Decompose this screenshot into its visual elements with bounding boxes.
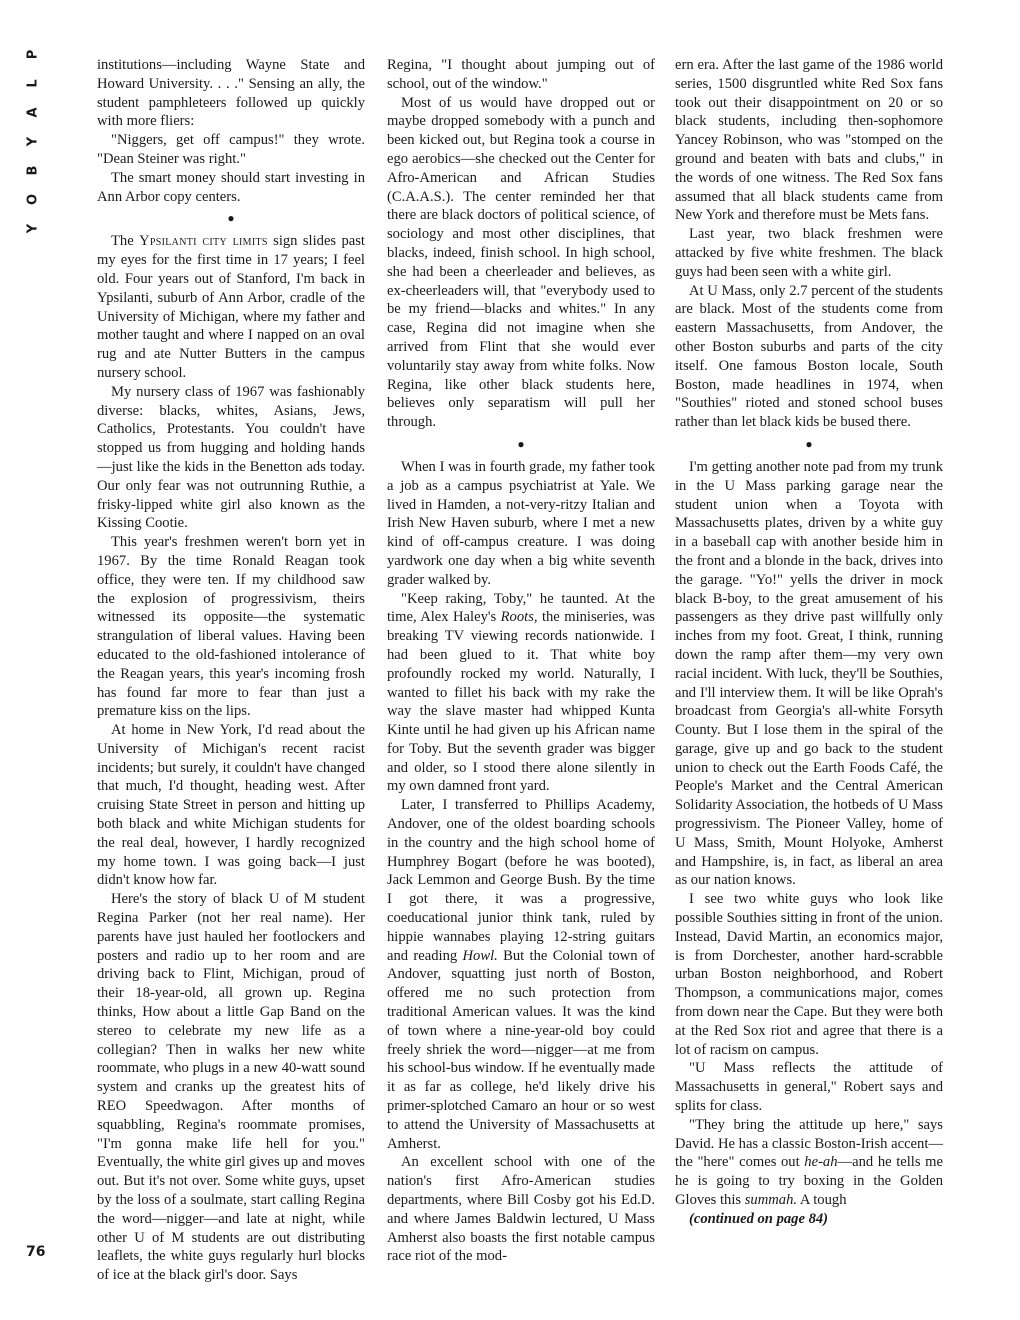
label-letter: Y (25, 223, 41, 234)
text-run: But the Colonial town of Andover, squatting just north of Boston, offered me no such protection from traditional American values. It was the kind of town where a nine-year-old boy could freely shriek the word—nigger—at me from his school-bus window. If he eventually made it as far as college, he'd likely drive his primer-splotched Camaro an hour or so west to attend the University of Massachusetts at Amherst. (387, 947, 655, 1152)
sign-text: Ypsilanti city limits (139, 233, 268, 250)
paragraph (387, 590, 655, 797)
accent-word: he-ah (804, 1154, 838, 1171)
title-howl: Howl. (462, 947, 498, 964)
paragraph: This year's freshmen weren't born yet in 1967. By the time Ronald Reagan took office, they were ten. If my childhood saw the explosion of progressivism, theirs witnessed its opposite—the systematic strangulation of liberal values. Having been educated to the old-fashioned intolerance of the Reagan years, this year's incoming frosh has found far more to fear than just a premature kiss on the lips. (97, 534, 365, 720)
paragraph: "U Mass reflects the attitude of Massachusetts in general," Robert says and splits for class. (675, 1060, 943, 1115)
paragraph: Most of us would have dropped out or maybe dropped somebody with a punch and been kicked out, but Regina took a course in ego aerobics—she checked out the Center for Afro-American and African Studies (C.A.A.S.). The center reminded her that there are black doctors of political science, of sociology and most other disciplines, that blacks, indeed, finish school. In high school, she had been a cheerleader and believes, as ex-cheerleaders will, that "everybody used to be my friend—blacks and whites." In any case, Regina did not imagine when she arrived from Flint that she would ever voluntarily stay away from white folks. Now Regina, like other black students here, believes only separatism will pull her through. (387, 94, 655, 431)
column-1 (97, 56, 365, 1285)
paragraph: My nursery class of 1967 was fashionably diverse: blacks, whites, Asians, Jews, Catholics, Protestants. You couldn't have stopped us from hugging and holding hands—just like the kids in the Benetton ads today. Our only fear was not outrunning Ruthie, a frisky-lipped white girl also known as the Kissing Cootie. (97, 383, 365, 532)
paragraph: Here's the story of black U of M student Regina Parker (not her real name). Her parents have just hauled her footlockers and posters and radio up to her room and are driving back to Flint, Michigan, proud of their 18-year-old, all grown up. Regina thinks, How about a little Gap Band on the stereo to celebrate my new life as a collegian? Then in walks her new white roommate, who plugs in a new 40-watt sound system and cranks up the greatest hits of REO Speedwagon. After months of squabbling, Regina's roommate promises, "I'm gonna make life hell for you." Eventually, the white girl gives up and moves out. But it's not over. Some white guys, upset by the loss of a soulmate, start calling Regina the word—nigger—and late at night, while other U of M students are out distributing leaflets, the white guys regularly hurl blocks of ice at the black girl's door. Says (97, 891, 365, 1284)
title-roots: Roots, (500, 609, 538, 626)
page-number: 76 (26, 1244, 46, 1260)
continued-note: (continued on page 84) (689, 1210, 829, 1227)
text-run: Later, I transferred to Phillips Academy, Andover, one of the oldest boarding schools in the country and the high school home of Humphrey Bogart (before he was booted), Jack Lemmon and George Bush. By the time I got there, it was a progressive, coeducational junior think tank, ruled by hippie wannabes playing 12-string guitars and reading (387, 797, 655, 964)
paragraph (97, 232, 365, 382)
paragraph: The smart money should start investing in Ann Arbor copy centers. (97, 169, 365, 205)
paragraph: At U Mass, only 2.7 percent of the students are black. Most of the students come from eastern Massachusetts, from Andover, the other Boston suburbs and parts of the city itself. One famous Boston locale, South Boston, made headlines in 1974, when "Southies" rioted and stoned school buses rather than let black kids be bused there. (675, 282, 943, 431)
paragraph: I see two white guys who look like possible Southies sitting in front of the union. Instead, David Martin, an economics major, is from Dorchester, another hard-scrabble urban Boston neighborhood, and Robert Thompson, a communications major, comes from down near the Cape. But they were both at the Red Sox riot and agree that there is a lot of racism on campus. (675, 891, 943, 1058)
paragraph-start: The (111, 233, 134, 250)
paragraph: I'm getting another note pad from my trunk in the U Mass parking garage near the student union when a Toyota with Massachusetts plates, driven by a white guy in a baseball cap with another beside him in the front and a blonde in the back, drives into the garage. "Yo!" yells the driver in mock black B-boy, to the great amusement of his passengers as they drive past willfully only inches from my foot. Great, I think, running down the ramp after them—my very own racial incident. With luck, they'll be Southies, and I'll interview them. It will be like Oprah's broadcast from Georgia's all-white Forsyth County. But I lose them in the spiral of the garage, give up and go back to the student union to check out the Earth Foods Café, the People's Market and the Central American Solidarity Association, the hotbeds of U Mass progressivism. The Pioneer Valley, home of U Mass, Smith, Mount Holyoke, Amherst and Hampshire, is, in fact, as liberal an area as our nation knows. (675, 458, 943, 889)
paragraph: Last year, two black freshmen were attacked by five white freshmen. The black guys had been seen with a white girl. (675, 226, 943, 280)
text-run: —and he tells me he is going to try boxing in the Golden Gloves this (675, 1154, 943, 1209)
magazine-vertical-label (20, 40, 46, 243)
section-break-bullet: ● (227, 211, 235, 226)
section-break-bullet: ● (805, 436, 813, 451)
paragraph: ern era. After the last game of the 1986 world series, 1500 disgruntled white Red Sox fans took out their disappointment on 20 or so black students, including then-sophomore Yancey Robinson, who was "stomped on the ground and beaten with bats and clubs," in the words of one witness. The Red Sox fans assumed that all black students came from New York and therefore must be Mets fans. (675, 57, 943, 224)
paragraph: When I was in fourth grade, my father took a job as a campus psychiatrist at Yale. We lived in Hamden, a not-very-ritzy Italian and Irish New Haven suburb, where I met a new kind of off-campus creature. I was doing yardwork one day when a big white seventh grader walked by. (387, 458, 655, 588)
label-letter: Y (25, 136, 41, 147)
text-run: A tough (799, 1192, 847, 1209)
paragraph: institutions—including Wayne State and Howard University. . . ." Sensing an ally, the student pamphleteers followed up quickly with more fliers: (97, 57, 365, 130)
label-letter: L (25, 79, 41, 88)
paragraph-rest: sign slides past my eyes for the first time in 17 years; I feel old. Four years out of Stanford, I'm back in Ypsilanti, suburb of Ann Arbor, cradle of the University of Michigan, where my father and mother taught and where I napped on an oval rug and ate Nutter Butters in the campus nursery school. (97, 233, 365, 381)
paragraph (675, 1116, 943, 1210)
text-run: "Keep raking, Toby," he taunted. At the time, Alex Haley's (387, 590, 655, 626)
section-break-bullet: ● (517, 436, 525, 451)
paragraph (387, 796, 655, 1153)
label-letter: B (25, 165, 41, 176)
column-2 (387, 56, 655, 1266)
paragraph: At home in New York, I'd read about the University of Michigan's recent racist incidents; but surely, it couldn't have changed that much, I'd thought, heading west. After cruising State Street in person and hitting up both black and white Michigan students for the real deal, however, I hardly recognized my home town. I was going back—I just didn't know how far. (97, 722, 365, 889)
column-3 (675, 56, 943, 1229)
text-run: "They bring the attitude up here," says David. He has a classic Boston-Irish accent—the "here" comes out (675, 1116, 943, 1171)
paragraph: An excellent school with one of the nation's first Afro-American studies departments, where Bill Cosby got his Ed.D. and where James Baldwin lectured, U Mass Amherst also boasts the first notable campus race riot of the mod- (387, 1154, 655, 1265)
text-run: the miniseries, was breaking TV viewing records nationwide. I had been glued to it. That white boy profoundly rocked my world. Naturally, I wanted to fillet his back with my rake the way the slave master had whipped Kunta Kinte until he had given up his African name for Toby. But the seventh grader was bigger and older, so I stood there alone silently in my own damned front yard. (387, 609, 655, 795)
label-letter: O (25, 193, 41, 206)
label-letter: A (25, 107, 41, 118)
label-letter: P (25, 49, 41, 60)
paragraph: "Niggers, get off campus!" they wrote. "Dean Steiner was right." (97, 132, 365, 167)
paragraph: Regina, "I thought about jumping out of school, out of the window." (387, 57, 655, 92)
accent-word: summah. (744, 1192, 798, 1209)
